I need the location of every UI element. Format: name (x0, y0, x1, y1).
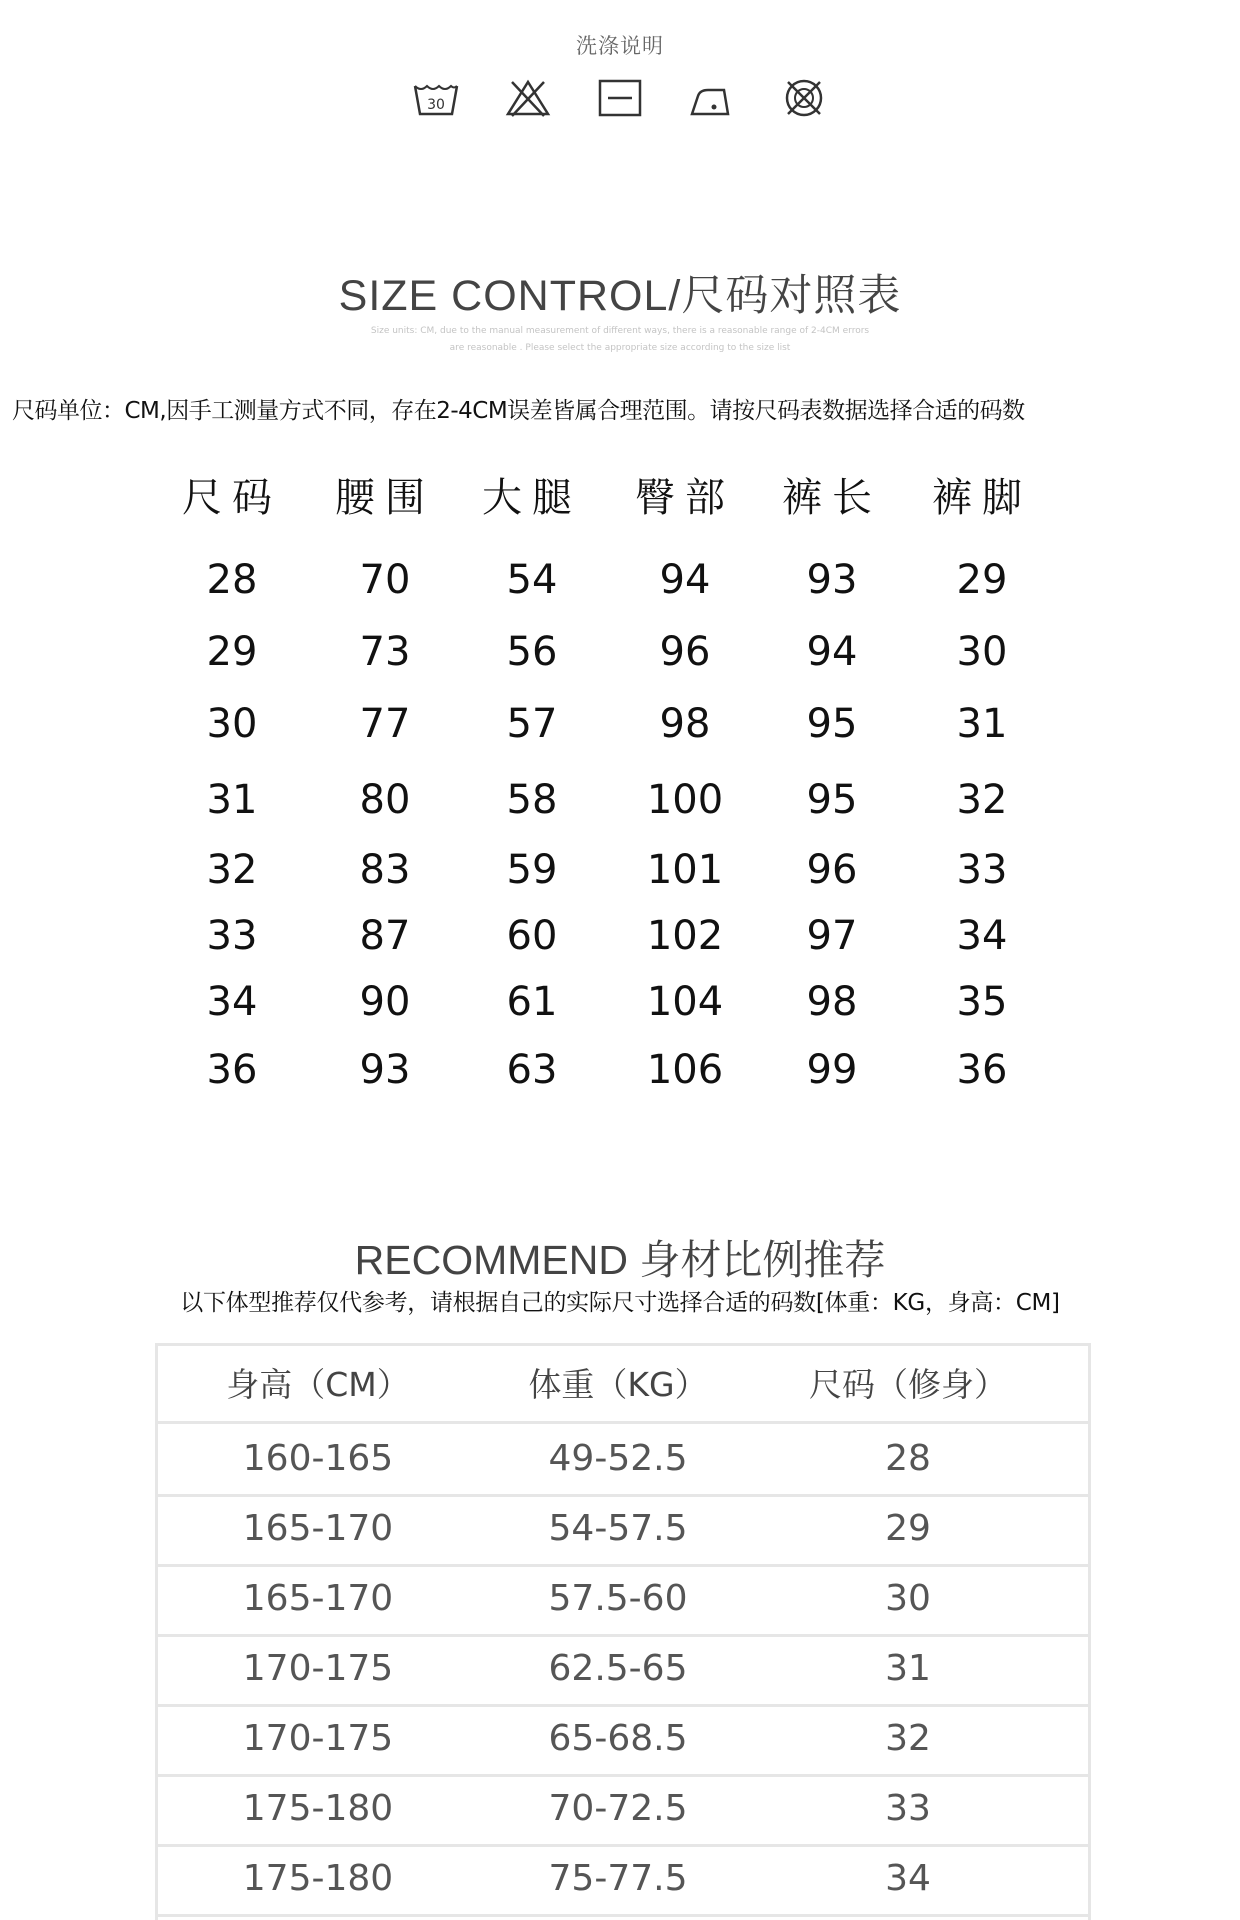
size-table-cell: 56 (506, 629, 558, 675)
recommend-table-cell: 33 (885, 1788, 931, 1829)
size-table-cell: 83 (359, 847, 411, 893)
recommend-table-cell: 175-180 (242, 1858, 394, 1899)
size-table-cell: 95 (806, 701, 858, 747)
table-row (158, 1634, 1088, 1707)
size-table-cell: 30 (956, 629, 1008, 675)
table-row (158, 1564, 1088, 1637)
wash-title: 洗涤说明 (576, 34, 664, 58)
recommend-title: RECOMMEND 身材比例推荐 (354, 1237, 886, 1283)
size-table-cell: 77 (359, 701, 411, 747)
size-table-cell: 28 (206, 557, 258, 603)
size-table-cell: 95 (806, 777, 858, 823)
size-table-cell: 61 (506, 979, 558, 1025)
size-table-cell: 31 (956, 701, 1008, 747)
size-table-cell: 98 (659, 701, 711, 747)
size-control-subtitle-line2: are reasonable . Please select the appropriate size according to the size list (449, 343, 791, 353)
size-table-cell: 94 (806, 629, 858, 675)
recommend-table-cell: 54-57.5 (548, 1508, 688, 1549)
recommend-table-cell: 65-68.5 (548, 1718, 688, 1759)
size-control-title: SIZE CONTROL/尺码对照表 (338, 272, 902, 320)
size-table-cell: 101 (646, 847, 724, 893)
size-table-cell: 63 (506, 1047, 558, 1093)
size-table-cell: 31 (206, 777, 258, 823)
recommend-table-cell: 160-165 (242, 1438, 394, 1479)
size-table-cell: 59 (506, 847, 558, 893)
table-row (158, 1704, 1088, 1777)
recommend-table-cell: 29 (885, 1508, 931, 1549)
size-table-cell: 98 (806, 979, 858, 1025)
size-unit-note: 尺码单位：CM,因手工测量方式不同，存在2-4CM误差皆属合理范围。请按尺码表数据选择合适的码数 (12, 398, 1025, 424)
size-table-cell: 87 (359, 913, 411, 959)
recommend-table-cell: 57.5-60 (548, 1578, 688, 1619)
size-header-cell: 裤脚 (932, 475, 1032, 521)
recommend-note: 以下体型推荐仅代参考，请根据自己的实际尺寸选择合适的码数[体重：KG，身高：CM] (180, 1290, 1060, 1316)
recommend-table-cell: 75-77.5 (548, 1858, 688, 1899)
size-table-cell: 94 (659, 557, 711, 603)
size-table-cell: 97 (806, 913, 858, 959)
size-table-cell: 29 (956, 557, 1008, 603)
size-table-cell: 36 (956, 1047, 1008, 1093)
size-header-cell: 尺码 (182, 475, 282, 521)
recommend-table-cell: 32 (885, 1718, 931, 1759)
size-table-cell: 33 (956, 847, 1008, 893)
size-control-subtitle-line1: Size units: CM, due to the manual measurement of different ways, there is a reasonable range of 2-4CM errors (370, 326, 870, 336)
size-header-cell: 腰围 (335, 475, 435, 521)
size-table-cell: 93 (806, 557, 858, 603)
size-header-cell: 臀部 (635, 475, 735, 521)
recommend-table-cell: 49-52.5 (548, 1438, 688, 1479)
recommend-header-cell: 尺码（修身） (809, 1365, 1007, 1404)
size-table-cell: 99 (806, 1047, 858, 1093)
size-table-cell: 54 (506, 557, 558, 603)
recommend-table-cell: 175-180 (242, 1788, 394, 1829)
recommend-table-cell: 170-175 (242, 1648, 394, 1689)
size-table-cell: 30 (206, 701, 258, 747)
recommend-table-cell: 165-170 (242, 1508, 394, 1549)
recommend-table (155, 1343, 1091, 1920)
size-table-cell: 29 (206, 629, 258, 675)
recommend-header-cell: 体重（KG） (528, 1365, 708, 1404)
size-table-cell: 34 (206, 979, 258, 1025)
size-table-cell: 90 (359, 979, 411, 1025)
recommend-table-cell: 30 (885, 1578, 931, 1619)
table-row (158, 1844, 1088, 1917)
size-table-cell: 57 (506, 701, 558, 747)
recommend-table-cell: 62.5-65 (548, 1648, 688, 1689)
recommend-table-cell: 34 (885, 1858, 931, 1899)
table-row (158, 1494, 1088, 1567)
size-table-cell: 73 (359, 629, 411, 675)
wash-temp-label: 30 (427, 97, 445, 113)
table-row (158, 1424, 1088, 1497)
recommend-header-row (158, 1346, 1088, 1424)
size-table-cell: 102 (646, 913, 724, 959)
size-table-cell: 33 (206, 913, 258, 959)
size-header-cell: 裤长 (782, 475, 882, 521)
size-table-cell: 96 (806, 847, 858, 893)
size-table-cell: 34 (956, 913, 1008, 959)
size-header-cell: 大腿 (482, 475, 582, 521)
size-table-cell: 80 (359, 777, 411, 823)
recommend-table-cell: 70-72.5 (548, 1788, 688, 1829)
recommend-table-cell: 28 (885, 1438, 931, 1479)
size-table-cell: 93 (359, 1047, 411, 1093)
size-table-cell: 58 (506, 777, 558, 823)
size-table-cell: 32 (206, 847, 258, 893)
size-table-cell: 104 (646, 979, 724, 1025)
recommend-table-cell: 170-175 (242, 1718, 394, 1759)
recommend-table-cell: 165-170 (242, 1578, 394, 1619)
recommend-header-cell: 身高（CM） (226, 1365, 410, 1404)
size-table-cell: 36 (206, 1047, 258, 1093)
size-table-cell: 32 (956, 777, 1008, 823)
size-table-cell: 35 (956, 979, 1008, 1025)
size-table-cell: 70 (359, 557, 411, 603)
recommend-table-cell: 31 (885, 1648, 931, 1689)
size-table-cell: 60 (506, 913, 558, 959)
size-table-cell: 100 (646, 777, 724, 823)
size-table-cell: 96 (659, 629, 711, 675)
table-row (158, 1774, 1088, 1847)
size-table-cell: 106 (646, 1047, 724, 1093)
